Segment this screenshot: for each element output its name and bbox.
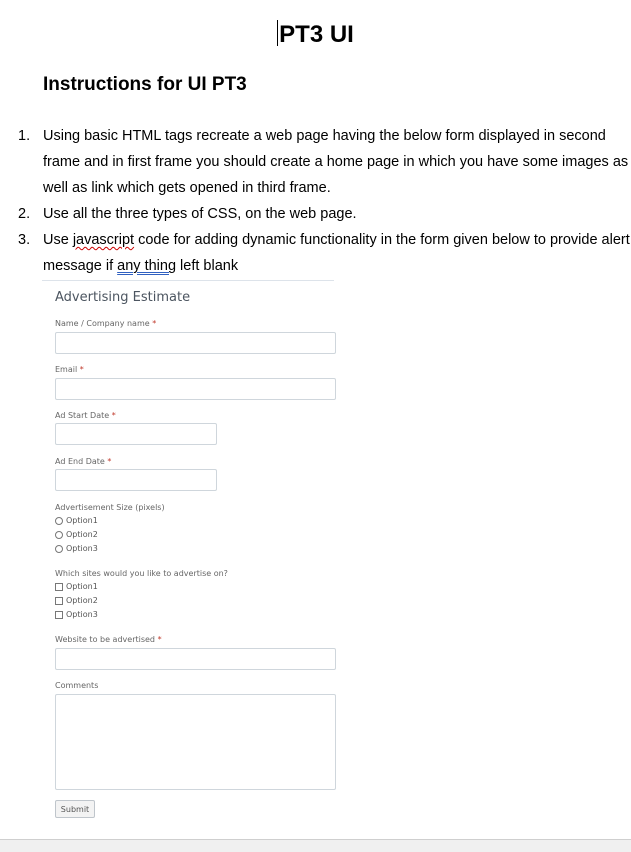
radio-button[interactable] — [55, 545, 63, 553]
instruction-text: Using basic HTML tags recreate a web page having the below form displayed in second frame and in first frame you should create a home page in which you have some images as well as link which gets opened in third frame. — [43, 128, 629, 196]
email-label — [55, 365, 84, 374]
instruction-item-3 — [0, 227, 631, 279]
instruction-number: 2. — [18, 206, 31, 222]
size-option-3[interactable] — [55, 544, 98, 553]
instruction-item-2 — [0, 201, 631, 227]
size-option-label: Option3 — [66, 544, 98, 553]
comments-label: Comments — [55, 681, 99, 690]
name-input[interactable] — [55, 332, 336, 354]
form-title: Advertising Estimate — [55, 290, 191, 305]
required-mark: * — [107, 457, 112, 466]
misspelled-word: javascript — [72, 232, 135, 248]
start-date-label — [55, 411, 116, 420]
form-top-divider — [42, 280, 334, 281]
submit-button[interactable]: Submit — [55, 800, 95, 818]
website-label — [55, 635, 162, 644]
required-mark: * — [111, 411, 116, 420]
start-date-label-text: Ad Start Date — [55, 411, 110, 420]
radio-button[interactable] — [55, 531, 63, 539]
name-label-text: Name / Company name — [55, 319, 150, 328]
sites-option-label: Option1 — [66, 582, 98, 591]
email-input[interactable] — [55, 378, 336, 400]
instruction-number: 3. — [18, 232, 31, 248]
size-option-1[interactable] — [55, 516, 98, 525]
sites-option-label: Option2 — [66, 596, 98, 605]
sites-option-2[interactable] — [55, 596, 98, 605]
website-input[interactable] — [55, 648, 336, 670]
required-mark: * — [152, 319, 157, 328]
required-mark: * — [157, 635, 162, 644]
checkbox[interactable] — [55, 597, 63, 605]
size-option-2[interactable] — [55, 530, 98, 539]
document-title — [0, 20, 631, 50]
instructions-heading: Instructions for UI PT3 — [43, 74, 247, 95]
document-title-text: PT3 UI — [279, 21, 354, 48]
instructions-list — [0, 123, 631, 279]
email-label-text: Email — [55, 365, 78, 374]
sites-option-1[interactable] — [55, 582, 98, 591]
instruction-text-pre: Use — [43, 232, 73, 248]
sites-option-label: Option3 — [66, 610, 98, 619]
checkbox[interactable] — [55, 583, 63, 591]
status-bar — [0, 839, 631, 852]
instruction-number: 1. — [18, 128, 31, 144]
sites-option-3[interactable] — [55, 610, 98, 619]
name-label — [55, 319, 156, 328]
radio-button[interactable] — [55, 517, 63, 525]
sites-label: Which sites would you like to advertise on? — [55, 569, 228, 578]
end-date-label — [55, 457, 111, 466]
end-date-label-text: Ad End Date — [55, 457, 105, 466]
text-cursor — [277, 20, 278, 46]
required-mark: * — [79, 365, 84, 374]
size-option-label: Option1 — [66, 516, 98, 525]
start-date-input[interactable] — [55, 423, 217, 445]
size-option-label: Option2 — [66, 530, 98, 539]
instruction-item-1 — [0, 123, 631, 201]
website-label-text: Website to be advertised — [55, 635, 156, 644]
instruction-text-post: left blank — [176, 258, 239, 274]
advertising-estimate-form — [42, 280, 334, 820]
grammar-flagged-phrase: any thing — [117, 258, 177, 274]
checkbox[interactable] — [55, 611, 63, 619]
end-date-input[interactable] — [55, 469, 217, 491]
instruction-text-mid: code for adding dynamic functionality in the form given below to provide alert message if — [43, 232, 630, 274]
comments-textarea[interactable] — [55, 694, 336, 790]
size-label: Advertisement Size (pixels) — [55, 503, 165, 512]
instruction-text: Use all the three types of CSS, on the web page. — [43, 206, 357, 222]
